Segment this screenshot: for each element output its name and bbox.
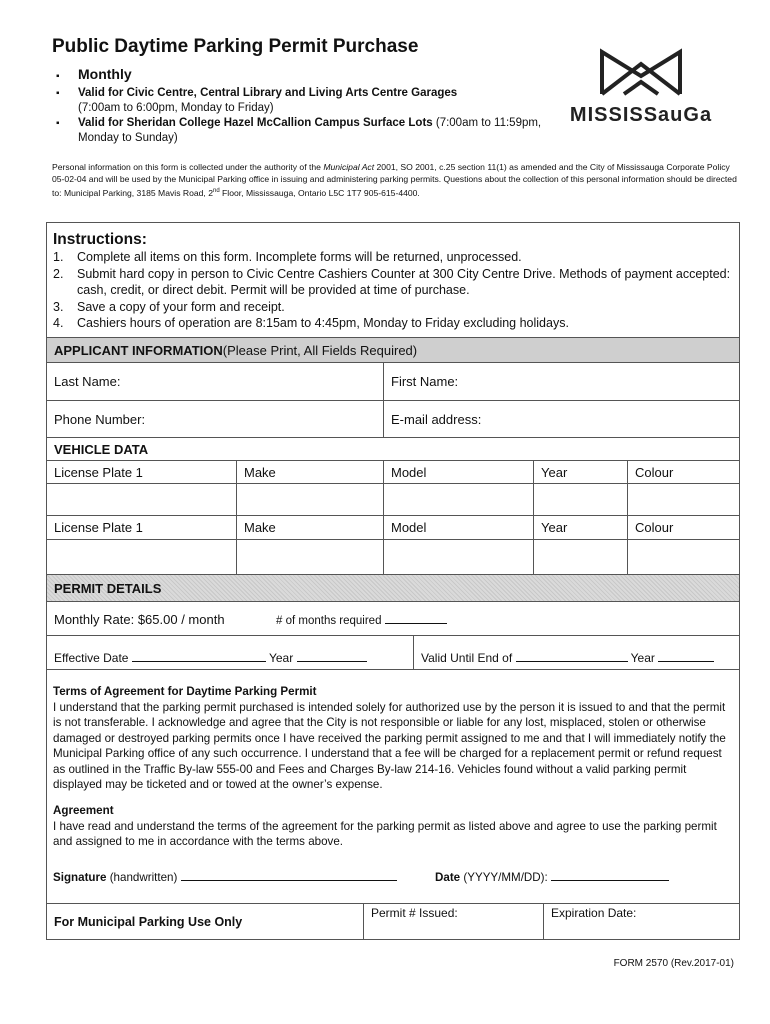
date-note: (YYYY/MM/DD):: [460, 871, 548, 884]
year1-input[interactable]: [534, 484, 627, 515]
phone-field[interactable]: [47, 401, 383, 437]
email-label: E-mail address:: [391, 412, 482, 427]
effective-year-label: Year: [268, 651, 294, 665]
valid-until-year-blank[interactable]: [658, 652, 714, 662]
bullet-sheridan: [52, 116, 552, 146]
privacy-notice: [52, 161, 742, 199]
bullet-civic-centre-hours: (7:00am to 6:00pm, Monday to Friday): [78, 102, 274, 114]
signature-field[interactable]: [53, 871, 397, 884]
plate1-label: License Plate 1: [54, 465, 143, 480]
effective-year-blank[interactable]: [297, 652, 367, 662]
date-blank[interactable]: [551, 871, 669, 881]
signature-note: (handwritten): [106, 871, 178, 884]
make1-input[interactable]: [237, 484, 383, 515]
expiration-date-label: Expiration Date:: [551, 906, 637, 920]
agreement-heading: Agreement: [53, 804, 114, 817]
vehicle-data-header: VEHICLE DATA: [54, 442, 149, 457]
privacy-part2: 2001, SO 2001, c.25 section 11(1) as amended and the City of Mississauga Corporate Policy 05-02-04 and will be used by the Municipal Parking office in issuing and administering parking permits. Questions about the collection of this personal information should be directed to: Municipal Parking, 3185 Mavis Road, 2: [52, 162, 737, 198]
effective-date-label: Effective Date: [54, 651, 129, 665]
office-use-label: For Municipal Parking Use Only: [54, 915, 243, 929]
instruction-item: [53, 249, 739, 266]
bullet-monthly: ▪ Monthly: [52, 64, 552, 84]
signature-blank[interactable]: [181, 871, 397, 881]
permit-details-title: PERMIT DETAILS: [54, 580, 162, 596]
terms-body: I understand that the parking permit purchased is intended solely for authorized use by the person it is issued to and that the permit is not transferable. I acknowledge and agree that the City is not responsible or liable for any lost, misplaced, stolen or otherwise damaged or destroyed parking permits once I have received the parking permit assigned to me and that I will immediately notify the Municipal Parking office of any such occurrence. I understand that a fee will be charged for a replacement permit or refund request as outlined in the Traffic By-law 555-00 and Fees and Charges By-law 214-16. Vehicles found without a valid parking permit displayed may be ticketed and or towed at the owner’s expense.: [53, 700, 726, 791]
model2-input[interactable]: [384, 540, 533, 574]
form-number: FORM 2570 (Rev.2017-01): [613, 958, 734, 969]
instruction-text: Complete all items on this form. Incomplete forms will be returned, unprocessed.: [77, 250, 522, 264]
permit-details-header: [47, 574, 739, 602]
instruction-number: 4.: [53, 316, 64, 330]
plate2-label: License Plate 1: [54, 520, 143, 535]
valid-until-blank[interactable]: [516, 652, 628, 662]
date-field[interactable]: [435, 871, 669, 884]
bullet-civic-centre-bold: Valid for Civic Centre, Central Library and Living Arts Centre Garages: [78, 87, 458, 99]
office-use-row: [47, 903, 739, 940]
phone-label: Phone Number:: [54, 412, 146, 427]
first-name-field[interactable]: [384, 363, 739, 400]
valid-until-label: Valid Until End of: [421, 651, 513, 665]
validity-list: [52, 64, 552, 146]
last-name-field[interactable]: [47, 363, 383, 400]
name-row: [47, 363, 739, 401]
instruction-item: [53, 299, 739, 316]
bullet-sheridan-bold: Valid for Sheridan College Hazel McCallion Campus Surface Lots: [78, 117, 433, 129]
contact-row: [47, 401, 739, 438]
instructions-list: [53, 249, 739, 332]
instructions-section: [47, 223, 739, 332]
make2-label: Make: [244, 520, 276, 535]
email-field[interactable]: [384, 401, 739, 437]
expiration-date-field[interactable]: [544, 904, 739, 940]
applicant-header-title: APPLICANT INFORMATION: [54, 342, 223, 358]
months-required-label: # of months required: [276, 615, 382, 627]
months-required-blank[interactable]: [385, 614, 447, 624]
effective-date-field[interactable]: [47, 636, 367, 669]
privacy-act: Municipal Act: [323, 162, 375, 172]
privacy-sup: nd: [212, 188, 220, 194]
instruction-number: 2.: [53, 266, 64, 281]
vehicle1-label-row: [47, 460, 739, 484]
date-label: Date: [435, 871, 461, 884]
instructions-title: Instructions:: [53, 231, 147, 248]
terms-section: [53, 684, 733, 793]
plate1-input[interactable]: [47, 484, 236, 515]
instruction-number: 3.: [53, 299, 64, 314]
page-title: Public Daytime Parking Permit Purchase: [52, 36, 419, 57]
year1-label: Year: [541, 465, 568, 480]
plate2-input[interactable]: [47, 540, 236, 574]
model1-label: Model: [391, 465, 427, 480]
privacy-part3: Floor, Mississauga, Ontario L5C 1T7 905-615-4400.: [219, 187, 420, 198]
year2-input[interactable]: [534, 540, 627, 574]
instruction-item: [53, 266, 739, 299]
rate-row: [47, 602, 739, 636]
agreement-body: I have read and understand the terms of the agreement for the parking permit as listed above and agree to use the parking permit and assigned to me in accordance with the terms above.: [53, 819, 717, 848]
first-name-label: First Name:: [391, 374, 459, 389]
logo-text: MISSISSauGa: [569, 104, 713, 126]
colour1-label: Colour: [635, 465, 674, 480]
instruction-number: 1.: [53, 250, 64, 264]
make1-label: Make: [244, 465, 276, 480]
privacy-part1: Personal information on this form is collected under the authority of the: [52, 162, 324, 172]
mississauga-logo: [566, 46, 716, 130]
valid-until-year-label: Year: [630, 651, 655, 665]
effective-date-blank[interactable]: [132, 652, 266, 662]
applicant-header: [47, 337, 739, 363]
colour2-input[interactable]: [628, 540, 739, 574]
applicant-header-note: (Please Print, All Fields Required): [222, 342, 418, 358]
vehicle1-input-row: [47, 484, 739, 516]
terms-heading: Terms of Agreement for Daytime Parking Permit: [53, 685, 317, 698]
year2-label: Year: [541, 520, 568, 535]
monthly-rate: Monthly Rate: $65.00 / month: [54, 612, 225, 627]
logo-mark-icon: [596, 46, 686, 102]
bullet-civic-centre: [52, 86, 552, 116]
months-required-field[interactable]: [269, 602, 447, 635]
model1-input[interactable]: [384, 484, 533, 515]
permit-form: [46, 222, 740, 940]
valid-until-field[interactable]: [414, 636, 714, 669]
instruction-text: Save a copy of your form and receipt.: [77, 299, 285, 314]
instruction-text: Cashiers hours of operation are 8:15am to 4:45pm, Monday to Friday excluding holidays.: [77, 316, 569, 330]
agreement-section: [53, 803, 733, 850]
effective-date-row: [47, 636, 739, 670]
bullet-sheridan-hours: (7:00am to 11:59pm, Monday to Sunday): [78, 117, 542, 144]
colour2-label: Colour: [635, 520, 674, 535]
signature-label: Signature: [53, 871, 107, 884]
permit-issued-label: Permit # Issued:: [371, 906, 458, 920]
last-name-label: Last Name:: [54, 374, 121, 389]
colour1-input[interactable]: [628, 484, 739, 515]
instruction-text: Submit hard copy in person to Civic Centre Cashiers Counter at 300 City Centre Drive. Methods of payment accepted: cash, credit, or direct debit. Permit will be provided at time of purchase.: [77, 266, 731, 297]
vehicle2-input-row: [47, 540, 739, 574]
vehicle2-label-row: [47, 516, 739, 540]
make2-input[interactable]: [237, 540, 383, 574]
instruction-item: [53, 315, 739, 332]
permit-issued-field[interactable]: [364, 904, 543, 940]
model2-label: Model: [391, 520, 427, 535]
